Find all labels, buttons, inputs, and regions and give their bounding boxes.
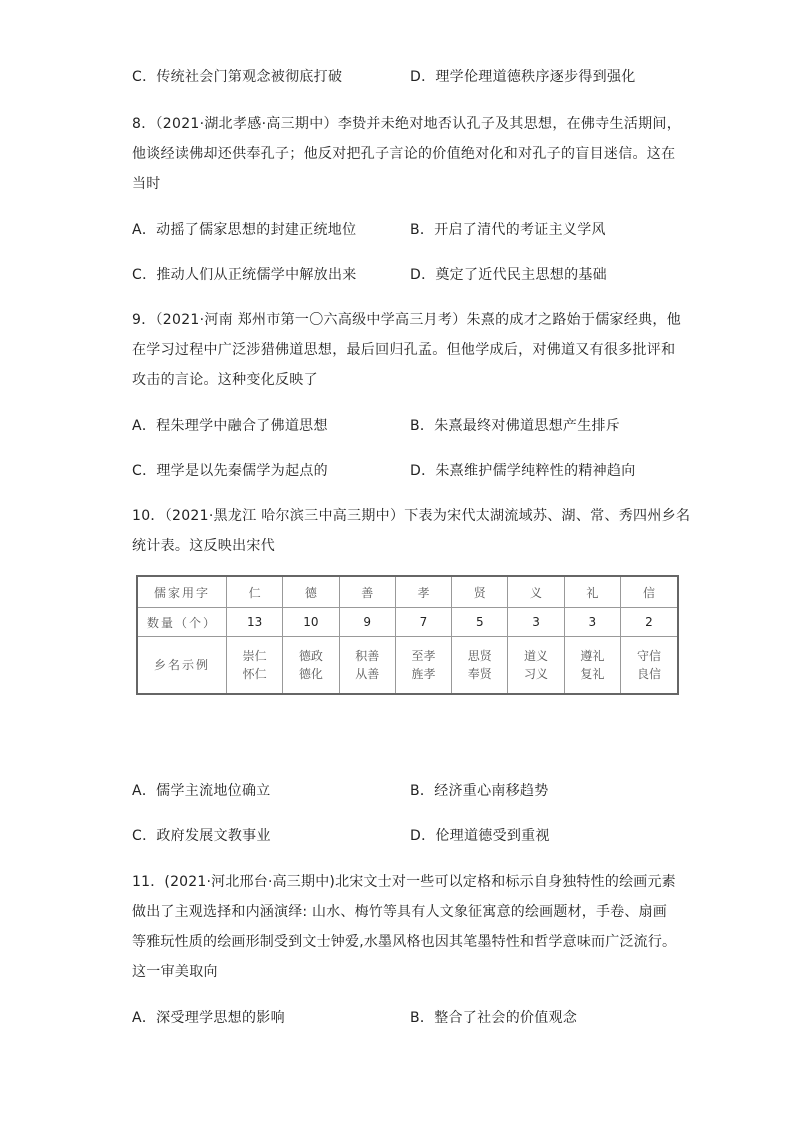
table-cell <box>339 637 395 695</box>
example-name: 习义 <box>524 667 549 681</box>
table-cell: 德 <box>283 576 339 608</box>
table-cell: 5 <box>452 608 508 637</box>
table-cell: 10 <box>283 608 339 637</box>
table-row <box>137 608 678 637</box>
q8-option-c: C．推动人们从正统儒学中解放出来 <box>132 267 357 283</box>
table-cell <box>620 637 678 695</box>
table-cell: 3 <box>508 608 564 637</box>
q10-option-c: C．政府发展文教事业 <box>132 828 271 844</box>
q11-stem-line4: 这一审美取向 <box>132 964 218 980</box>
row-header: 数量（个） <box>137 608 227 637</box>
q8-option-d: D．奠定了近代民主思想的基础 <box>410 267 607 283</box>
q11-stem-line2: 做出了主观选择和内涵演绎: 山水、梅竹等具有人文象征寓意的绘画题材，手卷、扇画 <box>132 904 667 920</box>
table-cell: 礼 <box>564 576 620 608</box>
q7-option-c: C．传统社会门第观念被彻底打破 <box>132 69 343 85</box>
table-cell: 9 <box>339 608 395 637</box>
q9-option-a: A．程朱理学中融合了佛道思想 <box>132 418 328 434</box>
q10-option-d: D．伦理道德受到重视 <box>410 828 550 844</box>
example-name: 积善 <box>355 649 380 663</box>
table-cell: 3 <box>564 608 620 637</box>
example-name: 从善 <box>355 667 380 681</box>
q11-option-b: B．整合了社会的价值观念 <box>410 1010 578 1026</box>
table-cell: 13 <box>227 608 283 637</box>
table-cell: 仁 <box>227 576 283 608</box>
q8-stem-line3: 当时 <box>132 176 161 192</box>
example-name: 思贤 <box>467 649 492 663</box>
q9-option-b: B．朱熹最终对佛道思想产生排斥 <box>410 418 621 434</box>
example-name: 遵礼 <box>580 649 605 663</box>
example-name: 奉贤 <box>467 667 492 681</box>
q8-option-b: B．开启了清代的考证主义学风 <box>410 222 606 238</box>
q10-option-b: B．经济重心南移趋势 <box>410 783 549 799</box>
q11-stem-line1: 11．(2021·河北邢台·高三期中)北宋文士对一些可以定格和标示自身独特性的绘画元素 <box>132 874 676 890</box>
q9-stem-line2: 在学习过程中广泛涉猎佛道思想，最后回归孔孟。但他学成后，对佛道又有很多批评和 <box>132 342 676 358</box>
table-cell <box>564 637 620 695</box>
example-name: 德政 <box>298 649 323 663</box>
table-cell <box>452 637 508 695</box>
q7-option-d: D．理学伦理道德秩序逐步得到强化 <box>410 69 636 85</box>
table-cell: 7 <box>395 608 451 637</box>
q9-option-d: D．朱熹维护儒学纯粹性的精神趋向 <box>410 463 636 479</box>
table-row <box>137 637 678 695</box>
q10-stem-line1: 10．（2021·黑龙江 哈尔滨三中高三期中）下表为宋代太湖流域苏、湖、常、秀四州乡名 <box>132 508 691 524</box>
q11-stem-line3: 等雅玩性质的绘画形制受到文士钟爱,水墨风格也因其笔墨特性和哲学意味而广泛流行。 <box>132 934 677 950</box>
table-cell <box>283 637 339 695</box>
q10-option-a: A．儒学主流地位确立 <box>132 783 271 799</box>
example-name: 旌孝 <box>411 667 436 681</box>
example-name: 道义 <box>524 649 549 663</box>
table-row <box>137 576 678 608</box>
example-name: 德化 <box>298 667 323 681</box>
table-cell <box>395 637 451 695</box>
q8-stem-line2: 他谈经读佛却还供奉孔子；他反对把孔子言论的价值绝对化和对孔子的盲目迷信。这在 <box>132 146 676 162</box>
table-cell <box>508 637 564 695</box>
table-cell: 义 <box>508 576 564 608</box>
q8-stem-line1: 8．（2021·湖北孝感·高三期中）李贽并未绝对地否认孔子及其思想，在佛寺生活期间， <box>132 116 682 132</box>
q9-stem-line3: 攻击的言论。这种变化反映了 <box>132 372 318 388</box>
row-header: 儒家用字 <box>137 576 227 608</box>
q10-stem-line2: 统计表。这反映出宋代 <box>132 538 275 554</box>
example-name: 怀仁 <box>242 667 267 681</box>
example-name: 良信 <box>636 667 661 681</box>
q9-stem-line1: 9．（2021·河南 郑州市第一〇六高级中学高三月考）朱熹的成才之路始于儒家经典，他 <box>132 312 682 328</box>
table-cell: 贤 <box>452 576 508 608</box>
table-cell <box>227 637 283 695</box>
q9-option-c: C．理学是以先秦儒学为起点的 <box>132 463 328 479</box>
example-name: 崇仁 <box>242 649 267 663</box>
example-name: 复礼 <box>580 667 605 681</box>
table-cell: 善 <box>339 576 395 608</box>
village-names-table <box>136 575 679 695</box>
example-name: 至孝 <box>411 649 436 663</box>
example-name: 守信 <box>636 649 661 663</box>
q11-option-a: A．深受理学思想的影响 <box>132 1010 285 1026</box>
table-cell: 2 <box>620 608 678 637</box>
row-header: 乡名示例 <box>137 637 227 695</box>
table-cell: 信 <box>620 576 678 608</box>
q8-option-a: A．动摇了儒家思想的封建正统地位 <box>132 222 357 238</box>
table-cell: 孝 <box>395 576 451 608</box>
